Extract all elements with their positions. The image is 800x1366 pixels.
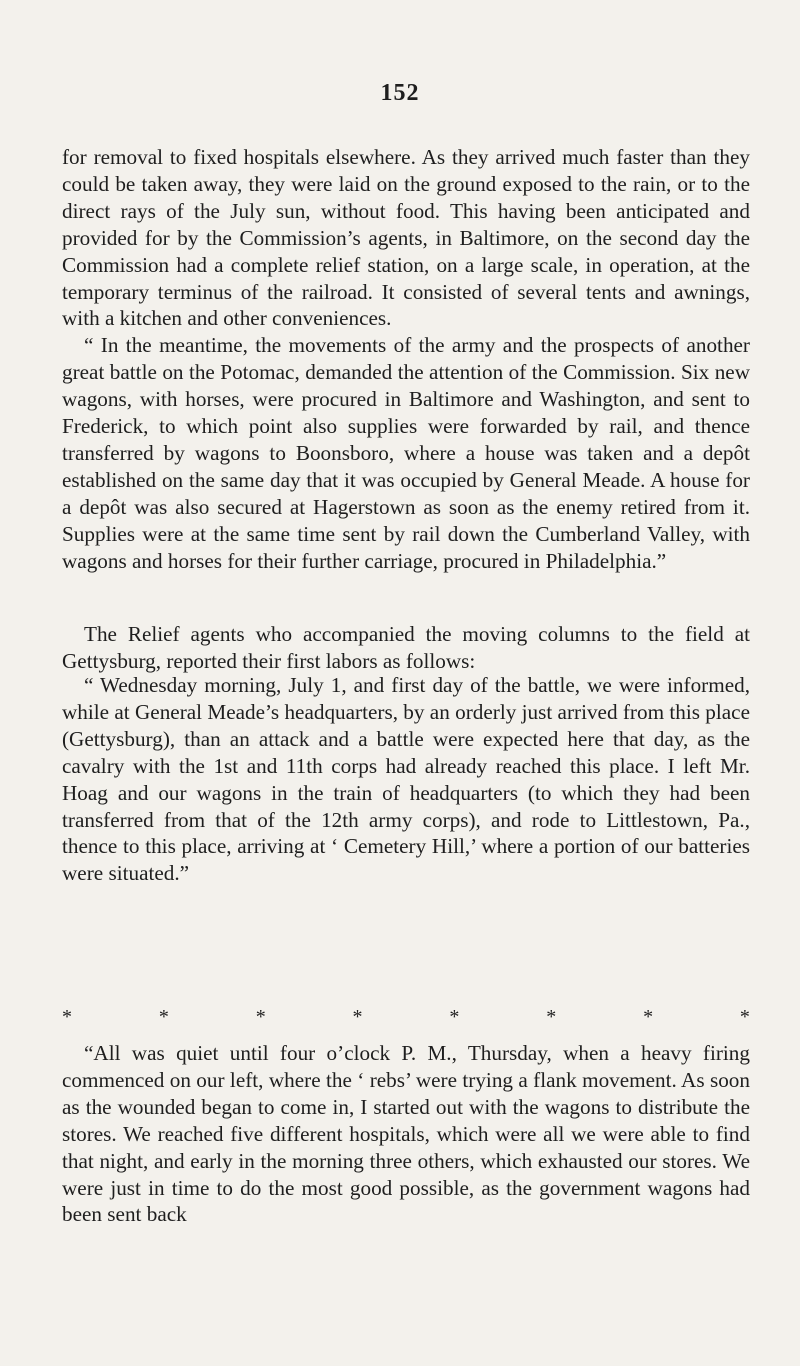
text-block-wednesday [62,672,750,887]
text-block-thursday [62,1040,750,1228]
paragraph-thursday-report: “All was quiet until four o’clock P. M., Thursday, when a heavy firing commenced on our left, where the ‘ rebs’ were trying a flank movement. As soon as the wounded began to come in, I started out with the wagons to distribute the stores. We reached five different hospitals, which were all we were able to find that night, and early in the morning three others, which exhausted our stores. We were just in time to do the most good possible, as the government wagons had been sent back [62,1041,750,1227]
asterisk-mark: * [643,1006,654,1028]
text-block-upper [62,144,750,575]
asterisk-mark: * [158,1006,169,1028]
asterisk-mark: * [352,1006,363,1028]
paragraph-wednesday-report: “ Wednesday morning, July 1, and first day of the battle, we were informed, while at General Meade’s headquarters, by an orderly just arrived from this place (Gettysburg), than an attack and a battle were expected here that day, as the cavalry with the 1st and 11th corps had already reached this place. I left Mr. Hoag and our wagons in the train of headquarters (to which they had been transferred from that of the 12th army corps), and rode to Littlestown, Pa., thence to this place, arriving at ‘ Cemetery Hill,’ where a portion of our batteries were situated.” [62,673,750,886]
asterisk-separator [62,1002,750,1032]
paragraph-relief-agents: The Relief agents who accompanied the moving columns to the field at Gettysburg, reported their first labors as follows: [62,622,750,673]
paragraph-relief-station: for removal to fixed hospitals elsewhere. As they arrived much faster than they could be taken away, they were laid on the ground exposed to the rain, or to the direct rays of the July sun, without food. This having been anticipated and provided for by the Commission’s agents, in Baltimore, on the second day the Commission had a complete relief station, on a large scale, in operation, at the temporary terminus of the railroad. It consisted of several tents and awnings, with a kitchen and other conveniences. [62,145,750,331]
paragraph-army-movements: “ In the meantime, the movements of the army and the prospects of another great battle on the Potomac, demanded the attention of the Commission. Six new wagons, with horses, were procured in Baltimore and Washington, and sent to Frederick, to which point also supplies were forwarded by rail, and thence transferred by wagons to Boonsboro, where a house was taken and a depôt established on the same day that it was occupied by General Meade. A house for a depôt was also secured at Hagerstown as soon as the enemy retired from it. Supplies were at the same time sent by rail down the Cumberland Valley, with wagons and horses for their further carriage, procured in Philadelphia.” [62,333,750,573]
asterisk-mark: * [62,1006,72,1028]
asterisk-mark: * [255,1006,266,1028]
asterisk-mark: * [449,1006,460,1028]
asterisk-mark: * [546,1006,557,1028]
page-number: 152 [380,80,420,106]
text-block-relief-agents [62,621,750,675]
asterisk-mark: * [739,1006,750,1028]
